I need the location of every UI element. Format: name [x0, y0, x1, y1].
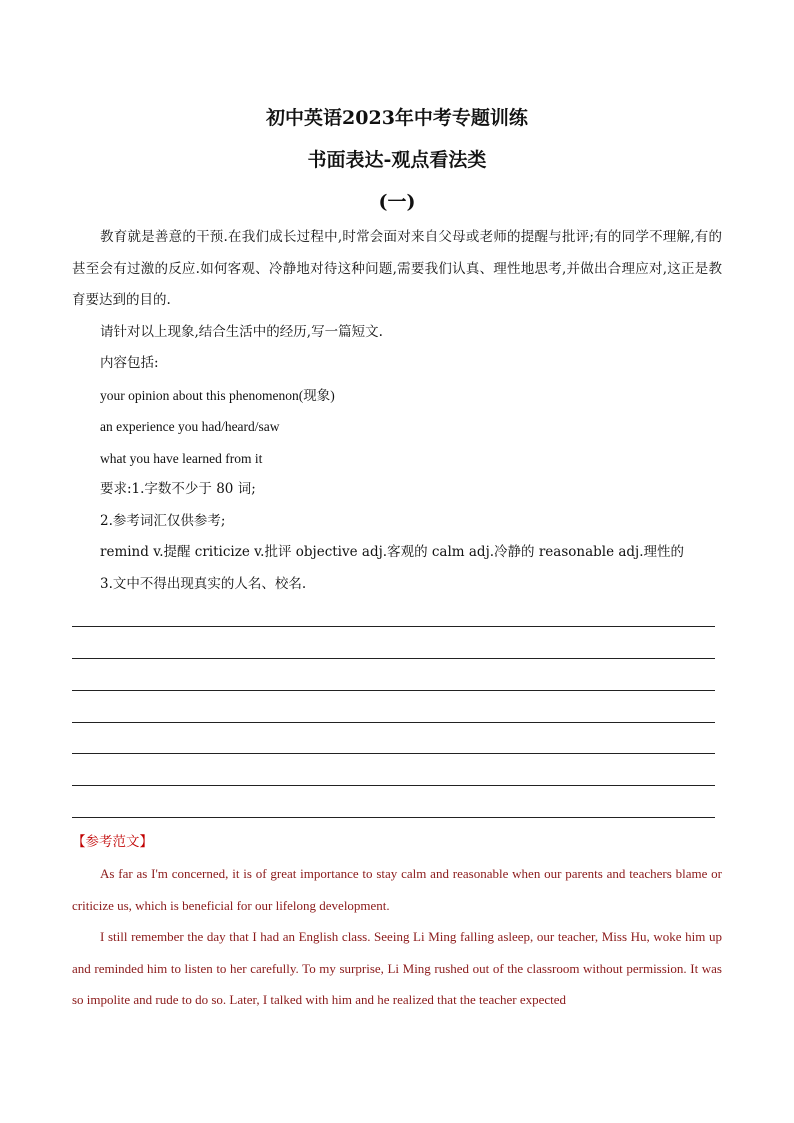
section-number: (一)	[378, 191, 416, 213]
page-title: 初中英语2023年中考专题训练	[266, 107, 528, 129]
writing-line	[72, 690, 715, 691]
reference-heading: 【参考范文】	[72, 834, 153, 850]
vocabulary-list: remind v.提醒 criticize v.批评 objective adj.客观的 calm adj.冷静的 reasonable adj.理性的	[100, 544, 685, 560]
prompt-block	[72, 222, 722, 600]
writing-line	[72, 785, 715, 786]
writing-line	[72, 817, 715, 818]
content-point: your opinion about this phenomenon(现象)	[100, 387, 335, 403]
essay-paragraph: As far as I'm concerned, it is of great importance to stay calm and reasonable when our parents and teachers blame or criticize us, which is beneficial for our lifelong development.	[72, 866, 722, 913]
requirement-3: 3.文中不得出现真实的人名、校名.	[100, 575, 307, 592]
writing-line	[72, 626, 715, 627]
writing-line	[72, 722, 715, 723]
writing-line	[72, 753, 715, 754]
content-point: what you have learned from it	[100, 450, 263, 466]
writing-line	[72, 658, 715, 659]
requirement-2: 2.参考词汇仅供参考;	[100, 512, 226, 529]
essay-paragraph: I still remember the day that I had an English class. Seeing Li Ming falling asleep, our teacher, Miss Hu, woke him up and reminded him to listen to her carefully. To my surprise, Li Ming rushed out of the classroom without permission. It was so impolite and rude to do so. Later, I talked with him and he realized that the teacher expected	[72, 929, 722, 1007]
reference-essay	[72, 858, 722, 1016]
content-label: 内容包括:	[100, 355, 159, 371]
prompt-instruction: 请针对以上现象,结合生活中的经历,写一篇短文.	[100, 323, 383, 340]
requirement-1: 要求:1.字数不少于 80 词;	[100, 481, 256, 497]
content-point: an experience you had/heard/saw	[100, 419, 280, 434]
page-subtitle: 书面表达-观点看法类	[307, 149, 487, 171]
prompt-intro: 教育就是善意的干预.在我们成长过程中,时常会面对来自父母或老师的提醒与批评;有的同学不理解,有的甚至会有过激的反应.如何客观、冷静地对待这种问题,需要我们认真、理性地思考,并做出合理应对,这正是教育要达到的目的.	[72, 229, 722, 308]
